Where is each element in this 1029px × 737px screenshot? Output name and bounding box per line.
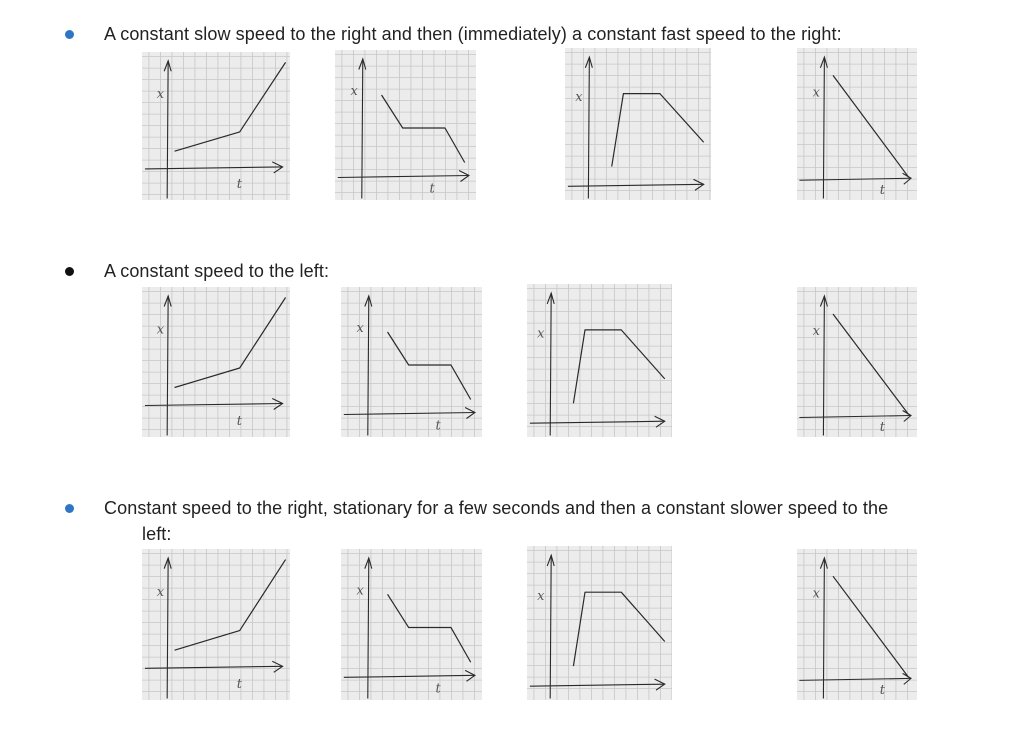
bullet-1 xyxy=(65,30,74,39)
graph-slow-then-fast-icon xyxy=(142,52,290,200)
question-2-line: A constant speed to the left: xyxy=(104,261,330,281)
graph-rise-pause-fall-icon xyxy=(565,48,711,200)
y-axis-label: x xyxy=(156,86,165,102)
graph-fall-pause-fall-icon xyxy=(335,50,476,200)
y-axis-label: x xyxy=(350,84,358,99)
graph-option-d-row-1[interactable] xyxy=(797,48,917,200)
x-axis-label: t xyxy=(435,418,441,434)
y-axis-label: x xyxy=(537,326,545,342)
graph-option-c-row-3[interactable] xyxy=(527,546,672,700)
graph-option-b-row-1[interactable] xyxy=(335,50,476,200)
question-3-continuation: left: xyxy=(142,524,172,544)
graph-option-c-row-2[interactable] xyxy=(527,284,672,437)
graph-option-b-row-3[interactable] xyxy=(341,549,482,700)
y-axis-label: x xyxy=(812,324,820,339)
graph-option-d-row-3[interactable] xyxy=(797,549,917,700)
x-axis-label: t xyxy=(879,182,886,198)
y-axis-label: x xyxy=(356,321,364,336)
y-axis-label: x xyxy=(356,583,364,599)
graph-option-a-row-3[interactable] xyxy=(142,549,290,700)
question-1-line: A constant slow speed to the right and then (immediately) a constant fast speed to the right: xyxy=(104,24,842,44)
x-axis-label: t xyxy=(236,676,242,692)
graph-fall-pause-fall-icon xyxy=(341,287,482,437)
bullet-3 xyxy=(65,504,74,513)
x-axis-label: t xyxy=(236,414,242,429)
y-axis-label: x xyxy=(156,322,165,338)
graph-option-c-row-1[interactable] xyxy=(565,48,711,200)
graph-option-d-row-2[interactable] xyxy=(797,287,917,437)
question-3-text xyxy=(104,495,1004,547)
x-axis-label: t xyxy=(429,181,435,197)
bullet-2 xyxy=(65,267,74,276)
question-3-line: Constant speed to the right, stationary for a few seconds and then a constant slower speed to the xyxy=(104,498,889,518)
graph-option-a-row-1[interactable] xyxy=(142,52,290,200)
graph-steady-fall-icon xyxy=(797,48,917,200)
graph-steady-fall-icon xyxy=(797,549,917,700)
y-axis-label: x xyxy=(156,584,165,600)
graph-slow-then-fast-icon xyxy=(142,549,290,700)
graph-option-a-row-2[interactable] xyxy=(142,287,290,437)
graph-rise-pause-fall-icon xyxy=(527,546,672,700)
x-axis-label: t xyxy=(435,681,441,697)
graph-paper xyxy=(527,284,672,437)
question-1-text xyxy=(104,21,842,47)
y-axis-label: x xyxy=(575,90,583,106)
y-axis-label: x xyxy=(537,588,545,604)
graph-option-b-row-2[interactable] xyxy=(341,287,482,437)
graph-fall-pause-fall-icon xyxy=(341,549,482,700)
x-axis-label: t xyxy=(879,420,886,435)
y-axis-label: x xyxy=(812,85,820,101)
graph-slow-then-fast-icon xyxy=(142,287,290,437)
x-axis-label: t xyxy=(236,177,242,193)
graph-steady-fall-icon xyxy=(797,287,917,437)
y-axis-label: x xyxy=(812,586,820,602)
graph-paper xyxy=(142,287,290,437)
x-axis-label: t xyxy=(879,682,886,698)
graph-paper xyxy=(565,48,711,200)
question-2-text xyxy=(104,258,329,284)
graph-rise-pause-fall-icon xyxy=(527,284,672,437)
graph-paper xyxy=(142,549,290,700)
